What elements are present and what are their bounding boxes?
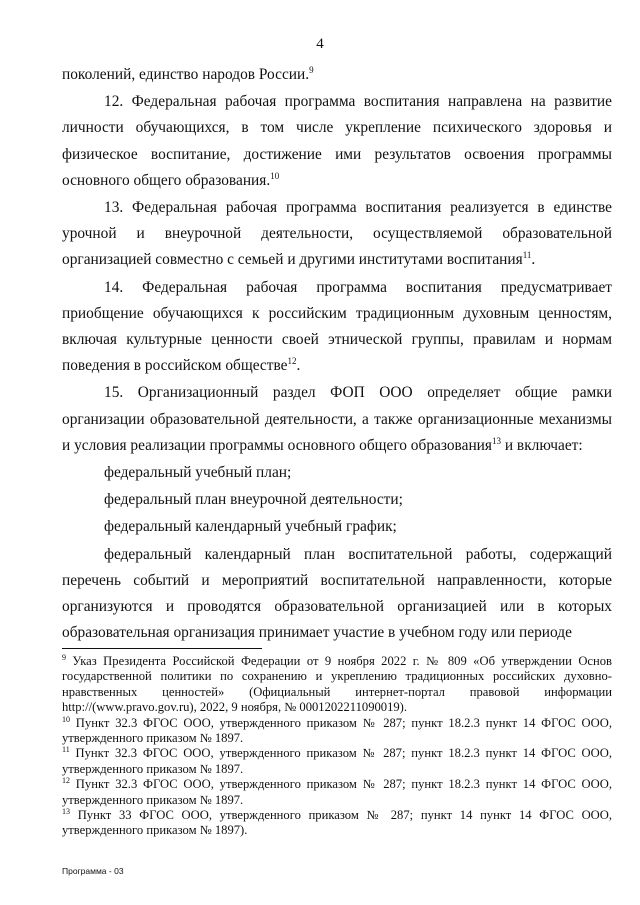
footnote-marker: 13: [62, 807, 70, 817]
footnote-marker: 12: [62, 776, 70, 786]
paragraph-text: 12. Федеральная рабочая программа воспитания направлена на развитие личности обучающихся, в том числе укрепление психического здоровья и физическое воспитание, достижение ими результатов освоения программы основного общего образования.: [62, 93, 612, 189]
paragraph-continuation: [62, 62, 612, 88]
footnote-text: Пункт 32.3 ФГОС ООО, утвержденного приказом № 287; пункт 18.2.3 пункт 14 ФГОС ООО, утвержденного приказом № 1897.: [62, 777, 612, 807]
footnote: [62, 654, 612, 716]
paragraph-text: 15. Организационный раздел ФОП ООО определяет общие рамки организации образовательной деятельности, а также организационные механизмы и условия реализации программы основного общего образования: [62, 384, 612, 454]
footnote: [62, 716, 612, 747]
footnote-ref[interactable]: 11: [522, 250, 532, 261]
footnote-ref[interactable]: 9: [309, 65, 314, 75]
paragraph-15: [62, 380, 612, 459]
paragraph-text: поколений, единство народов России.: [62, 66, 310, 83]
footnote-ref[interactable]: 13: [492, 435, 501, 446]
footnotes: [62, 654, 612, 839]
footnote: [62, 808, 612, 839]
footnote-marker: 11: [62, 745, 70, 755]
paragraph-end: .: [531, 251, 536, 269]
paragraph-end: .: [296, 357, 301, 375]
footnote-marker: 9: [62, 653, 66, 662]
list-item: федеральный учебный план;: [104, 464, 292, 482]
footnote-text: Указ Президента Российской Федерации от 9 ноября 2022 г. № 809 «Об утверждении Основ государственной политики по сохранению и укреплению традиционных российских духовно-нравственных ценностей» (Официальный интернет-портал правовой информации http://(www.pravo.gov.ru), 2022, 9 ноября, № 0001202211090019).: [62, 654, 612, 715]
paragraph-13: [62, 195, 612, 274]
paragraph-text: 13. Федеральная рабочая программа воспитания реализуется в единстве урочной и внеурочной деятельности, осуществляемой образовательной организацией совместно с семьей и другими институтами воспитания: [62, 199, 612, 269]
footnote-ref[interactable]: 10: [270, 170, 280, 181]
footnote: [62, 746, 612, 777]
footnote-separator: [62, 648, 262, 649]
body-text: [62, 62, 612, 647]
footnote-marker: 10: [62, 714, 70, 724]
paragraph-end: и включает:: [501, 436, 583, 454]
footnote-text: Пункт 32.3 ФГОС ООО, утвержденного приказом № 287; пункт 18.2.3 пункт 14 ФГОС ООО, утвержденного приказом № 1897.: [62, 715, 612, 746]
footnote: [62, 777, 612, 808]
paragraph-text: 14. Федеральная рабочая программа воспитания предусматривает приобщение обучающихся к российским традиционным духовным ценностям, включая культурные ценности своей этнической группы, правилам и нормам поведения в российском обществе: [62, 278, 612, 375]
list-item: федеральный план внеурочной деятельности;: [104, 491, 403, 509]
paragraph-14: [62, 275, 612, 380]
paragraph-12: [62, 89, 612, 194]
list-item: федеральный календарный план воспитательной работы, содержащий перечень событий и мероприятий воспитательной направленности, которые организуются и проводятся образовательной организацией или в которых образовательная организация принимает участие в учебном году или периоде: [62, 545, 612, 642]
list-item: федеральный календарный учебный график;: [104, 518, 397, 536]
footnote-text: Пункт 33 ФГОС ООО, утвержденного приказом № 287; пункт 14 пункт 14 ФГОС ООО, утвержденного приказом № 1897).: [62, 808, 612, 838]
footnote-ref[interactable]: 12: [287, 356, 297, 367]
page-number: 4: [316, 36, 324, 52]
footnote-text: Пункт 32.3 ФГОС ООО, утвержденного приказом № 287; пункт 18.2.3 пункт 14 ФГОС ООО, утвержденного приказом № 1897.: [62, 746, 612, 776]
page-footer: Программа - 03: [62, 866, 124, 876]
